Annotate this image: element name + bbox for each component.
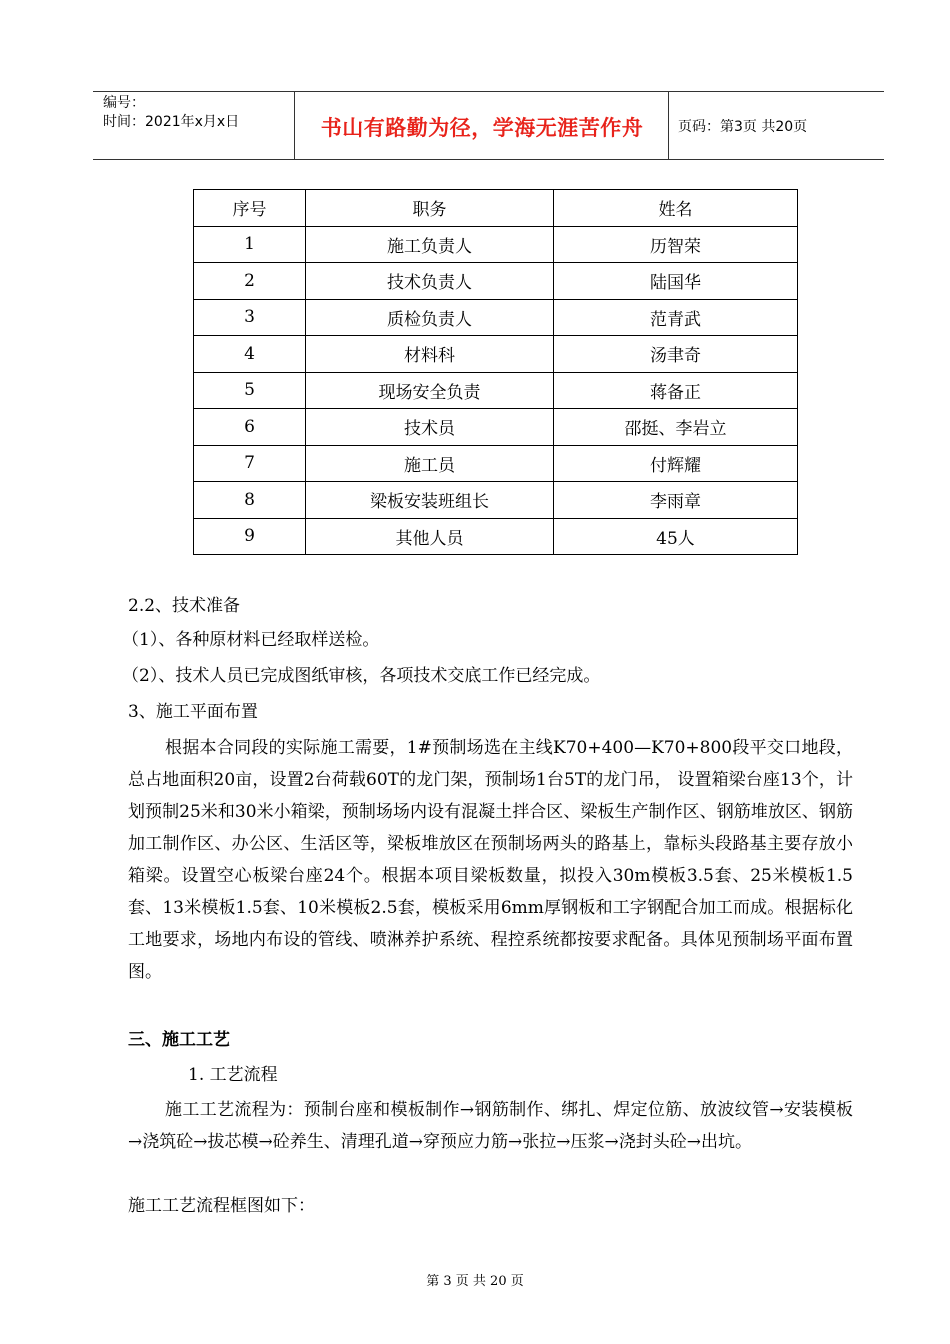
cell-number: 8 bbox=[194, 482, 306, 519]
cell-number: 7 bbox=[194, 445, 306, 482]
column-header-position: 职务 bbox=[306, 190, 554, 227]
table-row bbox=[194, 518, 798, 555]
cell-position: 其他人员 bbox=[306, 518, 554, 555]
flow-chart-intro: 施工工艺流程框图如下： bbox=[128, 1196, 315, 1216]
cell-name: 邵挺、李岩立 bbox=[554, 409, 798, 446]
tech-prep-item: （1）、各种原材料已经取样送检。 bbox=[122, 630, 380, 650]
cell-number: 2 bbox=[194, 263, 306, 300]
table-row bbox=[194, 299, 798, 336]
cell-number: 1 bbox=[194, 226, 306, 263]
cell-position: 现场安全负责 bbox=[306, 372, 554, 409]
cell-name: 范青武 bbox=[554, 299, 798, 336]
cell-position: 材料科 bbox=[306, 336, 554, 373]
flow-paragraph: 施工工艺流程为：预制台座和模板制作→钢筋制作、绑扎、焊定位筋、放波纹管→安装模板→浇筑砼→拔芯模→砼养生、清理孔道→穿预应力筋→张拉→压浆→浇封头砼→出坑。 bbox=[128, 1100, 853, 1152]
staff-table bbox=[193, 189, 798, 555]
column-header-number: 序号 bbox=[194, 190, 306, 227]
table-row bbox=[194, 226, 798, 263]
cell-position: 施工员 bbox=[306, 445, 554, 482]
layout-paragraph: 根据本合同段的实际施工需要，1#预制场选在主线K70+400—K70+800段平交口地段，总占地面积20亩，设置2台荷载60T的龙门架，预制场1台5T的龙门吊， 设置箱梁台座13个，计划预制25米和30米小箱梁，预制场场内设有混凝土拌合区、梁板生产制作区、钢筋堆放区、钢筋加工制作区、办公区、生活区等，梁板堆放区在预制场两头的路基上，靠标头段路基主要存放小箱梁。设置空心板梁台座24个。根据本项目梁板数量，拟投入30m模板3.5套、25米模板1.5套、13米模板1.5套、10米模板2.5套，模板采用6mm厚钢板和工字钢配合加工而成。根据标化工地要求，场地内布设的管线、喷淋养护系统、程控系统都按要求配备。具体见预制场平面布置图。 bbox=[128, 738, 853, 982]
cell-number: 6 bbox=[194, 409, 306, 446]
table-row bbox=[194, 445, 798, 482]
header-page-number: 页码：第3页 共20页 bbox=[678, 119, 808, 135]
table-row bbox=[194, 482, 798, 519]
table-row bbox=[194, 336, 798, 373]
table-row bbox=[194, 263, 798, 300]
cell-name: 蒋备正 bbox=[554, 372, 798, 409]
document-number-label: 编号： bbox=[103, 95, 145, 111]
column-header-name: 姓名 bbox=[554, 190, 798, 227]
cell-name: 付辉耀 bbox=[554, 445, 798, 482]
cell-position: 技术员 bbox=[306, 409, 554, 446]
cell-position: 质检负责人 bbox=[306, 299, 554, 336]
page-header bbox=[93, 91, 884, 160]
cell-number: 5 bbox=[194, 372, 306, 409]
document-time-label: 时间：2021年x月x日 bbox=[103, 114, 240, 130]
tech-prep-heading: 2.2、技术准备 bbox=[128, 596, 241, 616]
table-row bbox=[194, 409, 798, 446]
cell-name: 陆国华 bbox=[554, 263, 798, 300]
page-footer: 第 3 页 共 20 页 bbox=[426, 1274, 524, 1289]
cell-name: 汤聿奇 bbox=[554, 336, 798, 373]
table-header-row bbox=[194, 190, 798, 227]
header-meta bbox=[103, 94, 239, 132]
cell-number: 3 bbox=[194, 299, 306, 336]
cell-name: 李雨章 bbox=[554, 482, 798, 519]
header-motto: 书山有路勤为径，学海无涯苦作舟 bbox=[320, 116, 644, 140]
flow-heading: 1. 工艺流程 bbox=[188, 1065, 278, 1085]
layout-heading: 3、施工平面布置 bbox=[128, 702, 258, 722]
cell-number: 9 bbox=[194, 518, 306, 555]
cell-name: 45人 bbox=[554, 518, 798, 555]
section-heading: 三、施工工艺 bbox=[128, 1030, 230, 1050]
tech-prep-item: （2）、技术人员已完成图纸审核，各项技术交底工作已经完成。 bbox=[122, 666, 601, 686]
table-row bbox=[194, 372, 798, 409]
cell-position: 梁板安装班组长 bbox=[306, 482, 554, 519]
cell-position: 施工负责人 bbox=[306, 226, 554, 263]
header-divider bbox=[668, 92, 669, 159]
cell-name: 历智荣 bbox=[554, 226, 798, 263]
cell-number: 4 bbox=[194, 336, 306, 373]
cell-position: 技术负责人 bbox=[306, 263, 554, 300]
